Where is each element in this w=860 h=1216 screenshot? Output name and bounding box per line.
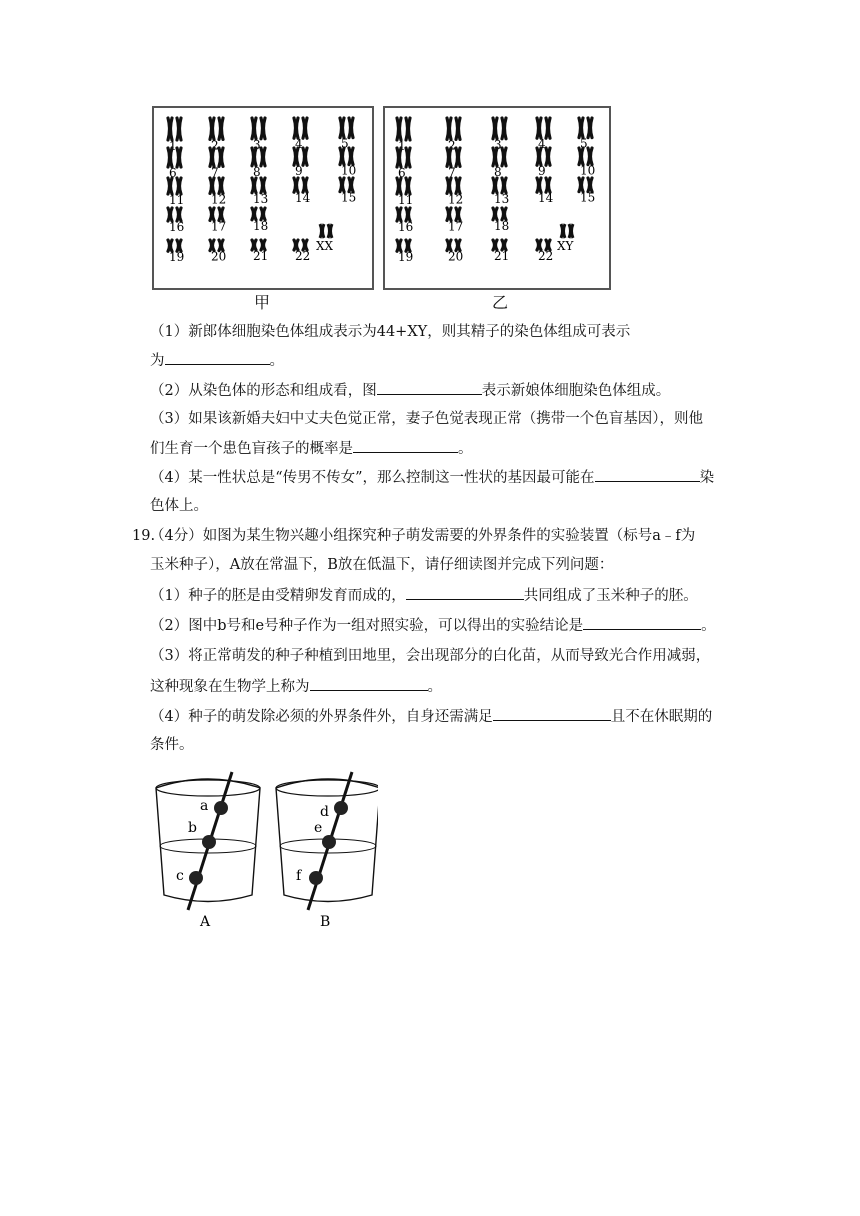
chromosome-number: 9 [295,164,303,179]
seed-label: b [188,820,197,836]
chromosome-number: 5 [341,136,349,151]
chromosome-number: 17 [211,219,227,234]
chromosome-number: 10 [580,163,596,178]
chromosome-number: 17 [448,219,464,234]
chromosome-number: 20 [211,249,227,264]
chromosome-number: 3 [494,137,502,152]
beaker-label: B [320,914,331,930]
q19-intro-line1: （4分）如图为某生物兴趣小组探究种子萌发需要的外界条件的实验装置（标号a﹣f为 [150,528,696,544]
chromosome-number: 6 [169,166,177,180]
chromosome-pair [294,178,307,192]
chromosome-set-a [154,108,372,288]
chromosome-number: 19 [169,250,185,265]
q18-part2: （2）从染色体的形态和组成看，图 表示新娘体细胞染色体组成。 [150,380,670,401]
chromosome-pair [252,118,265,139]
chromosome-pair [579,118,592,138]
chromosome-pair [537,118,550,138]
chromosome-number: 16 [169,220,185,234]
chromosome-pair [537,178,550,192]
chromosome-number: 14 [538,191,554,206]
chromosome-pair [210,118,223,139]
seed-label: e [314,820,323,836]
chromosome-pair [397,118,410,140]
chromosome-number: 22 [538,249,554,263]
chromosome-number: 12 [448,192,464,207]
seed-label: c [176,868,184,884]
chromosome-number: 1 [169,139,177,153]
chromosome-pair [493,118,506,139]
chromosome-number: 7 [448,165,456,180]
q19-part4-line1: （4）种子的萌发除必须的外界条件外，自身还需满足 且不在休眠期的 [150,706,712,727]
answer-blank[interactable] [595,467,700,482]
answer-blank[interactable] [583,615,701,630]
q19-part2: （2）图中b号和e号种子作为一组对照实验，可以得出的实验结论是 。 [150,615,716,636]
q19-part3-line2: 这种现象在生物学上称为 。 [150,676,442,697]
answer-blank[interactable] [406,585,524,600]
chromosome-pair [340,178,353,192]
sex-chromosome-label: XX [316,239,334,253]
sex-chromosome-label: XY [557,239,574,253]
chromosome-number: 9 [538,164,546,179]
chromosome-pair [447,178,460,193]
chromosome-number: 12 [211,192,227,207]
panel-b-caption: 乙 [492,293,509,312]
q18-part3-line2: 们生育一个患色盲孩子的概率是 。 [150,438,473,459]
q19-part1: （1）种子的胚是由受精卵发育而成的， 共同组成了玉米种子的胚。 [150,585,698,606]
sex-chromosome-pair [320,224,332,238]
answer-blank[interactable] [377,380,482,395]
seed-label: d [320,804,329,820]
chromosome-number: 18 [253,218,269,233]
answer-blank[interactable] [353,438,458,453]
chromosome-number: 21 [253,249,269,263]
chromosome-number: 19 [398,250,414,265]
seed-label: f [296,868,302,884]
q18-part3-line1: （3）如果该新婚夫妇中丈夫色觉正常，妻子色觉表现正常（携带一个色盲基因），则他 [150,411,703,427]
chromosome-number: 2 [448,138,456,153]
sex-chromosome-pair [561,224,573,238]
chromosome-number: 15 [341,190,357,205]
beaker-experiment-figure [148,760,378,940]
q18-part4-line1: （4）某一性状总是“传男不传女”，那么控制这一性状的基因最可能在 染 [150,467,714,488]
q18-part1-line1: （1）新郎体细胞染色体组成表示为44+XY，则其精子的染色体组成可表示 [150,324,631,340]
beaker-b [276,772,378,930]
panel-a-caption: 甲 [254,293,271,312]
chromosome-number: 11 [169,193,185,207]
chromosome-pair [493,178,506,193]
beaker-a [156,772,260,930]
q19-intro-line2: 玉米种子），A放在常温下，B放在低温下，请仔细读图并完成下列问题： [150,557,614,573]
answer-blank[interactable] [493,706,611,721]
chromosome-number: 16 [398,220,414,234]
chromosome-number: 1 [398,139,406,153]
chromosome-number: 14 [295,191,311,206]
answer-blank[interactable] [165,350,270,365]
answer-blank[interactable] [310,676,428,691]
chromosome-number: 7 [211,165,219,180]
chromosome-number: 20 [448,249,464,264]
chromosome-number: 4 [538,137,546,152]
karyotype-panel-b [383,106,611,290]
chromosome-pair [168,118,181,140]
chromosome-number: 6 [398,166,406,180]
chromosome-pair [252,178,265,193]
chromosome-number: 22 [295,249,311,263]
q19-part3-line1: （3）将正常萌发的种子种植到田地里，会出现部分的白化苗，从而导致光合作用减弱， [150,648,711,664]
chromosome-number: 18 [494,218,510,233]
chromosome-pair [168,178,181,194]
chromosome-number: 15 [580,190,596,205]
chromosome-number: 21 [494,249,510,263]
chromosome-number: 10 [341,163,357,178]
chromosome-pair [210,178,223,193]
seed-label: a [200,798,209,814]
chromosome-number: 13 [494,191,510,206]
chromosome-set-b [385,108,609,288]
chromosome-pair [579,178,592,192]
chromosome-pair [397,178,410,194]
chromosome-number: 11 [398,193,414,207]
beaker-label: A [200,914,211,930]
chromosome-pair [447,118,460,139]
chromosome-number: 4 [295,137,303,152]
chromosome-number: 5 [580,136,588,151]
q18-part4-line2: 色体上。 [150,498,208,514]
q19-part4-line2: 条件。 [150,737,194,753]
chromosome-pair [340,118,353,138]
chromosome-number: 2 [211,138,219,153]
chromosome-number: 13 [253,191,269,206]
chromosome-number: 8 [494,164,502,179]
chromosome-number: 8 [253,164,261,179]
karyotype-panel-a [152,106,374,290]
q18-part1-line2: 为 。 [150,350,284,371]
q19-number: 19. [132,528,156,544]
chromosome-pair [294,118,307,138]
chromosome-number: 3 [253,137,261,152]
